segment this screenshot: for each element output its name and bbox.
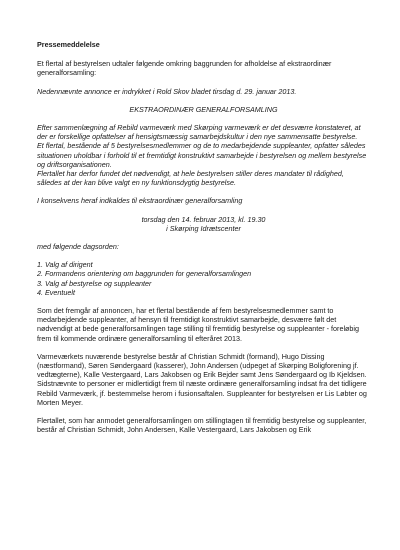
agenda-intro: med følgende dagsorden: (37, 242, 119, 252)
notice-line: Nedennævnte annonce er indrykket i Rold Skov bladet tirsdag d. 29. januar 2013. (37, 86, 297, 96)
announcement-paragraph-1: Efter sammenlægning af Rebild varmeværk med Skørping varmeværk er det desværre konstateret, at der er forskellige opfattelser af hensigtsmæssig samarbejdskultur i den nye sammensatte bestyrelse. (37, 123, 361, 142)
agenda-item: 4. Eventuelt (37, 287, 75, 297)
announcement-title: EKSTRAORDINÆR GENERALFORSAMLING (129, 104, 278, 114)
announcement-paragraph-4: I konsekvens heraf indkaldes til ekstraordinær generalforsamling (37, 196, 243, 206)
meeting-time: torsdag den 14. februar 2013, kl. 19.30 (141, 214, 266, 224)
body-paragraph-2: Varmeværkets nuværende bestyrelse består af Christian Schmidt (formand), Hugo Dissing (næstformand), Søren Søndergaard (kasserer), John Andersen (udpeget af Skørping Boligforening jf. vedtægterne), Kalle Vestergaard, Lars Jakobsen og Erik Bejder samt Jens Søndergaard og Ib Kjeldsen. Sidstnævnte to personer er midlertidigt frem til næste ordinære generalforsamling indsat fra det tidligere Rebild Varmeværk, jf. bestemmelse herom i fusionsaftalen. Suppleanter for bestyrelsen er Lis Løbter og Morten Meyer. (37, 351, 367, 407)
body-paragraph-3: Flertallet, som har anmodet generalforsamlingen om stillingtagen til fremtidig bestyrelse og suppleanter, består af Christian Schmidt, John Andersen, Kalle Vestergaard, Lars Jakobsen og Erik (37, 416, 367, 435)
agenda-item: 3. Valg af bestyrelse og suppleanter (37, 278, 152, 288)
document-heading: Pressemeddelelse (37, 40, 100, 49)
intro-paragraph: Et flertal af bestyrelsen udtaler følgende omkring baggrunden for afholdelse af ekstraordinær generalforsamling: (37, 59, 332, 78)
meeting-place: i Skørping Idrætscenter (166, 223, 241, 233)
body-paragraph-1: Som det fremgår af annoncen, har et flertal bestående af fem bestyrelsesmedlemmer samt to medarbejdende suppleanter, af hensyn til fremtidigt konstruktivt samarbejde, desværre følt det nødvendigt at bede generalforsamlingen tage stilling til fremtidig bestyrelse og suppleanter - foreløbig frem til kommende ordinære generalforsamling til efteråret 2013. (37, 306, 360, 343)
agenda-item: 2. Formandens orientering om baggrunden for generalforsamlingen (37, 269, 252, 279)
announcement-paragraph-2: Et flertal, bestående af 5 bestyrelsesmedlemmer og de to medarbejdende suppleanter, opfatter således situationen uholdbar i forhold til et fremtidigt konstruktivt samarbejde i bestyrelsen og mellem bestyrelse og driftsorganisationen. (37, 141, 367, 169)
agenda-list (37, 260, 370, 297)
announcement-paragraph-3: Flertallet har derfor fundet det nødvendigt, at hele bestyrelsen stiller deres mandater til rådighed, således at der kan blive valgt en ny funktionsdygtig bestyrelse. (37, 169, 344, 188)
agenda-item: 1. Valg af dirigent (37, 260, 93, 270)
